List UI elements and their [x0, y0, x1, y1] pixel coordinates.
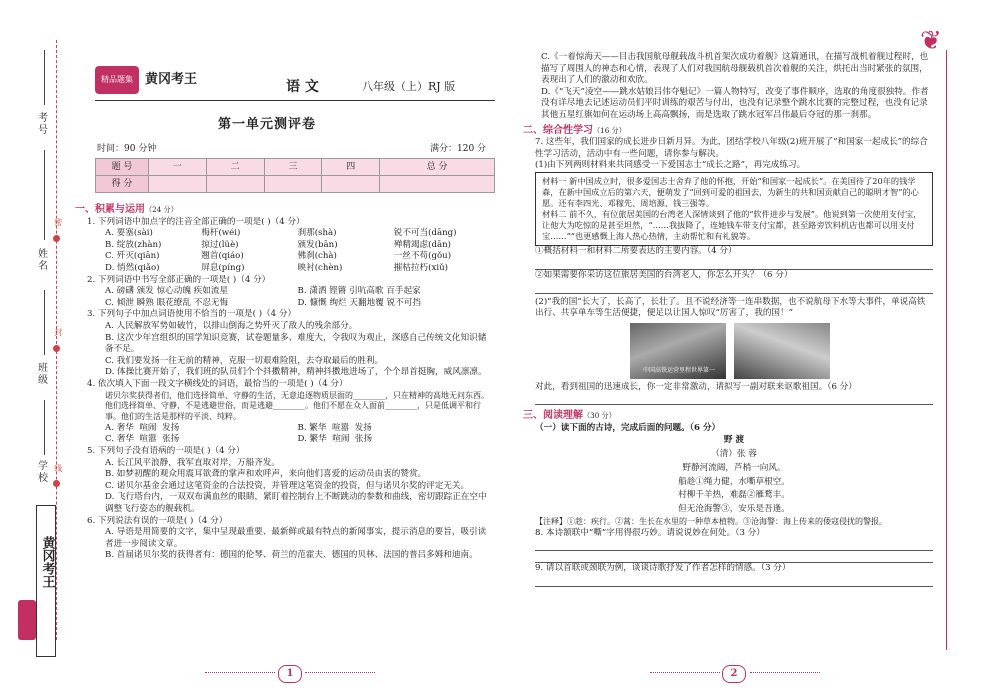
option-part: D. 繁华: [297, 434, 327, 445]
poem-title: 野 渡: [723, 435, 745, 446]
option-part: 摧枯拉朽(xiǔ): [393, 262, 448, 273]
option-part: D. 慷慨: [297, 297, 327, 308]
option-part: 铿锵: [329, 286, 347, 297]
option-part: A. 奢华: [105, 422, 134, 433]
brand-vertical: 黄冈考王: [39, 536, 55, 588]
score-table: [95, 158, 495, 193]
option-c[interactable]: C. 诺贝尔基金会通过这笔资金的合法投资，并管理这笔资金的投资，但与诺贝尔奖的评定无关。: [105, 480, 470, 491]
option-part: 百手起家: [386, 286, 421, 297]
option-part: B. 潇洒: [297, 286, 327, 297]
option-part: D. 悄然(qiǎo): [105, 262, 160, 273]
question-stem: 1. 下列词语中加点字的注音全部正确的一项是( )（4 分）: [87, 216, 305, 227]
poem-line: 但无沧海警③，安乐是吾逢。: [678, 504, 790, 515]
option-part: 颁发(bān): [297, 239, 338, 250]
option-part: 不忍无悔: [193, 297, 229, 308]
option-part: 翘首(qiáo): [201, 251, 244, 262]
answer-line[interactable]: [535, 393, 933, 405]
reading-intro: （一）读下面的古诗，完成后面的问题。（6 分）: [535, 422, 721, 433]
question-7: [523, 137, 933, 405]
section-score: （24 分）: [145, 205, 178, 214]
section-2-heading: [523, 124, 933, 138]
butterfly-icon: ❦: [920, 26, 942, 56]
question-6: [75, 516, 490, 562]
option-b[interactable]: B. 如梦初醒的观众用震耳欲聋的掌声和欢呼声，来向他们喜爱的运动员由衷的赞赏。: [105, 469, 427, 480]
full-score: 满分：120 分: [430, 144, 487, 154]
poem-author: （清）张 蓉: [711, 449, 757, 460]
option-part: 掠过(lüè): [201, 239, 239, 250]
option-b[interactable]: B. 首届诺贝尔奖的获得者有：德国的伦琴、荷兰的范霍夫、德国的贝林、法国的普吕多姆和迪南。: [105, 550, 478, 561]
school-label: 学校: [35, 460, 47, 484]
photos: [535, 323, 933, 379]
brand-logo-icon: [18, 600, 36, 640]
option-a[interactable]: [105, 423, 298, 435]
option-d[interactable]: [298, 298, 491, 310]
section-score: （30 分）: [583, 411, 616, 421]
brand-box: [36, 505, 56, 657]
option-part: 锐不可当(dāng): [393, 228, 457, 239]
photo-caption: 中国高铁运营里程世界第一: [643, 366, 716, 374]
option-part: 佛刹(chà): [297, 251, 337, 262]
score-cell: 三: [264, 159, 322, 176]
score-cell: 一: [149, 159, 207, 176]
poem-line: 船趁①绳力健，水嘶草根空。: [678, 476, 790, 487]
score-input-cell[interactable]: [264, 176, 322, 193]
left-column: [75, 203, 490, 562]
option-part: 眼花缭乱: [156, 297, 191, 308]
option-b[interactable]: [105, 240, 490, 252]
time-info: 时间：90 分钟: [97, 144, 157, 154]
option-part: A. 磅礴: [105, 286, 134, 297]
option-c[interactable]: C. 我们要发扬一往无前的精神，克服一切艰难险阻，去夺取最后的胜利。: [105, 355, 384, 366]
poem-line: 野静河流阔，芦梢一向风。: [682, 462, 786, 473]
option-part: 屏息(píng): [201, 262, 245, 273]
question-stem: 3. 下列句子中加点词语使用不恰当的一项是( )（4 分）: [87, 309, 297, 320]
score-cell: 题 号: [96, 159, 149, 176]
question-4: [75, 379, 490, 446]
answer-line[interactable]: [535, 575, 933, 587]
seal-dash-line: [56, 40, 57, 640]
option-b[interactable]: [298, 423, 491, 435]
option-b[interactable]: [298, 286, 491, 298]
question-stem: 4. 依次填入下面一段文字横线处的词语，最恰当的一项是( )（4 分）: [87, 378, 348, 389]
name-line: [44, 150, 45, 240]
option-part: B. 绽放(zhàn): [105, 239, 162, 250]
seal-xian: 线: [53, 464, 63, 472]
option-c[interactable]: [105, 251, 490, 263]
score-cell: 四: [322, 159, 380, 176]
answer-line[interactable]: [535, 282, 933, 294]
seal-dot: [53, 345, 60, 352]
score-input-cell[interactable]: [380, 176, 495, 193]
seal-dot: [53, 480, 60, 487]
question-8: 8. 本诗颔联中“嘶”字用得很巧妙。请说说妙在何处。（3 分）: [535, 527, 765, 538]
question-3: [75, 309, 490, 379]
seal-feng: 封: [53, 328, 63, 336]
name-label: 姓名: [35, 248, 47, 272]
brand-name: 黄冈考王: [145, 72, 198, 88]
poem-line: 村柳千羊热，难磊②雁鹜丰。: [678, 490, 790, 501]
option-part: 疾如流星: [193, 286, 229, 297]
score-input-cell[interactable]: [149, 176, 207, 193]
material-2: 材料二 前不久，有位旅居美国的台湾老人深情谈到了他的“软件进步与发展”。他说到第一次使用支付宝，让他大为吃惊的是甚至坦然，“……我拔降了，连她钱车带支付宝都，甚至路旁饮料机店也都可以用支付宝……”“也更感慨上海人热心热情，主动帮忙和有礼貌等。: [542, 209, 922, 242]
answer-line[interactable]: [535, 258, 933, 270]
option-part: 绚烂: [329, 297, 347, 308]
footer-decoration: [650, 672, 720, 673]
option-c[interactable]: [105, 434, 298, 446]
poem-block: [523, 423, 933, 587]
brand: [95, 66, 197, 94]
header-divider: [95, 100, 495, 101]
option-a[interactable]: [105, 228, 490, 240]
page-number: 2: [722, 665, 746, 683]
class-line: [44, 290, 45, 355]
option-part: 引吭高歌: [349, 286, 384, 297]
option-part: 刹那(shà): [297, 228, 337, 239]
footer-decoration: [750, 672, 820, 673]
section-1-heading: [75, 203, 490, 217]
sub-question: ①概括材料一和材料二所要表达的主要内容。（4 分）: [535, 246, 737, 257]
section-score: （16 分）: [593, 125, 626, 135]
school-line: [44, 400, 45, 455]
option-part: 映衬(chèn): [297, 262, 343, 273]
exam-no-label: 考号: [35, 112, 47, 136]
question-1: [75, 217, 490, 275]
binding-strip: [0, 0, 62, 688]
page-number: 1: [278, 665, 302, 683]
option-a[interactable]: A. 人民解放军势如破竹，以排山倒海之势歼灭了敌人的残余部分。: [105, 320, 358, 331]
option-d[interactable]: D. 飞行塔台内，一双双布满血丝的眼睛，紧盯着控制台上不断跳动的参数和曲线，密切跟踪正在空中调整飞行姿态的舰载机。: [105, 492, 487, 515]
option-part: 一丝不苟(gǒu): [393, 251, 452, 262]
option-part: 梅杆(wéi): [201, 228, 241, 239]
option-part: 殚精竭虑(dān): [393, 239, 451, 250]
option-part: 张扬: [162, 434, 180, 445]
right-border: [946, 50, 947, 650]
option-part: C. 倾泄: [105, 297, 134, 308]
option-part: 瞬熟: [136, 297, 154, 308]
option-part: 喧闹: [139, 422, 157, 433]
footer-decoration: [305, 672, 375, 673]
option-part: 发扬: [162, 422, 180, 433]
poem-note: 【注释】①趁：疾行。②蒿：生长在水里的一种草本植物。③沧海警：海上传来的倭寇侵扰的警报。: [535, 516, 887, 526]
option-part: C. 奢华: [105, 434, 134, 445]
option-part: 喧闹: [332, 434, 350, 445]
option-part: 张扬: [354, 434, 373, 445]
question-stem: 7. 这些年，我们国家的成长进步日新月异。为此，团结学校八年级(2)班开展了“和国家一起成长”的综合性学习活动，活动中有一些问题，请你参与解决。: [535, 137, 928, 159]
option-d[interactable]: [105, 263, 490, 275]
section-title: 三、阅读理解: [523, 410, 583, 422]
class-label: 班级: [35, 362, 47, 386]
material-1: 材料一 新中国成立时，很多爱国志士舍弃了他的怀抱，开始“和国家一起成长”。在美国待了20年的钱学森，在新中国成立后的第六天，便萌发了“回到可爱的祖国去，为新生的共和国贡献自己的聪明才智”的心愿。还有李四光、邓稼先、周培源、钱三强等。: [542, 175, 919, 209]
answer-line[interactable]: [535, 539, 933, 551]
score-input-cell[interactable]: [322, 176, 380, 193]
answer-line[interactable]: [535, 551, 933, 563]
sub-question: ②如果需要你采访这位旅居美国的台湾老人，你怎么开头？（6 分）: [535, 269, 793, 280]
option-part: 锐不可挡: [386, 297, 421, 308]
option-part: C. 歼灭(qiān): [105, 251, 160, 262]
option-part: A. 要塞(sài): [105, 228, 153, 239]
option-part: 颁发: [136, 286, 154, 297]
poem: [535, 434, 933, 517]
score-cell: 得 分: [96, 176, 149, 193]
option-part: 喧嚣: [139, 434, 157, 445]
section-3-heading: [523, 409, 933, 423]
option-part: 喧嚣: [331, 422, 350, 433]
score-input-cell[interactable]: [206, 176, 264, 193]
option-c[interactable]: [105, 298, 298, 310]
option-d[interactable]: [298, 434, 491, 446]
shared-bike-photo: [734, 323, 830, 379]
score-table-row: [96, 176, 495, 193]
question-stem: 2. 下列词语中书写全部正确的一项是( )（4 分）: [87, 274, 271, 285]
exam-no-line: [44, 50, 45, 105]
footer-decoration: [205, 672, 275, 673]
grade: 八年级（上）RJ 版: [362, 80, 456, 93]
material-box: [535, 172, 933, 246]
subject: 语 文: [286, 79, 319, 95]
sub-question: (1)由下列两则材料来共同感受一下爱国志士“成长之路”，再完成练习。: [535, 160, 806, 171]
right-column: [523, 52, 933, 587]
seal-dot: [53, 235, 60, 242]
option-d[interactable]: D.《“飞天”凌空——跳水姑娘吕伟夺魁记》一篇人物特写，改变了事件顺序，选取的角度很独特。作者没有详尽地去记述运动员们平时训练的艰苦与付出，也没有记录整个跳水比赛的完整过程，也没有记录其他五星红旗如何在运动场上高高飘扬，而是选取了跳水冠军吕伟最后夺冠的那一刹那。: [541, 86, 929, 120]
option-a[interactable]: [105, 286, 298, 298]
question-5: [75, 446, 490, 516]
option-part: 天翻地覆: [349, 297, 384, 308]
sub-question: (2)“我的国”长大了，长高了，长壮了。且不说经济等一连串数据，也不说航母下水等大事件，单说高铁出行、共享单车等生活便捷，便足以让国人惊叹“厉害了，我的国！”: [535, 296, 926, 319]
brand-badge: 精品题集: [95, 66, 139, 94]
option-a[interactable]: A. 长江风平浪静，我军直取对岸，万船齐发。: [105, 457, 280, 468]
sub-question: 对此，看到祖国的迅速成长，你一定非常激动，请拟写一副对联来讴歌祖国。（6 分）: [535, 381, 857, 392]
question-stem: 5. 下列句子没有语病的一项是( )（4 分）: [87, 446, 245, 457]
option-part: B. 繁华: [297, 422, 327, 433]
option-c[interactable]: C.《一着惊海天——目击我国航母舰载战斗机首架次成功着舰》这篇通讯，在描写战机着舰过程时，也描写了周围人的神态和心情，表现了人们对我国航母舰载机首次着舰的关注，烘托出当时紧张的氛围，表现出了人们的激动和欢欣。: [541, 52, 929, 86]
score-table-row: [96, 159, 495, 176]
question-2: [75, 275, 490, 310]
score-cell: 总 分: [380, 159, 495, 176]
seal-mi: 密: [53, 218, 63, 226]
exam-title: 第一单元测评卷: [218, 117, 317, 132]
question-stem: 6. 下列说法有误的一项是( )（4 分）: [87, 515, 228, 526]
passage: 诺贝尔奖获得者们，他们选择简单、守静的生活，无意追逐物质层面的________，只在精神的高地无问东西。他们选择简单、守静，不是逃避世俗，而是逃避________。他们不愿在众人面前________，只是低调平和行事。他们的生活是那样的平淡、纯粹。: [105, 390, 489, 422]
option-a[interactable]: A. 导语是用简要的文字，集中呈现最重要、最新鲜或最有特点的新闻事实，提示消息的要旨，吸引读者进一步阅读文章。: [105, 527, 487, 549]
option-part: 发扬: [354, 422, 372, 433]
option-b[interactable]: B. 这次少年宫组织的国学知识竞赛，试卷题量多、难度大，令我叹为观止，深感自己传统文化知识储备不足。: [105, 332, 487, 355]
section-title: 二、综合性学习: [523, 124, 593, 136]
question-9: 9. 请以首联或颈联为例，谈谈诗歌抒发了作者怎样的情感。（3 分）: [535, 563, 791, 574]
score-cell: 二: [206, 159, 264, 176]
option-d[interactable]: D. 体操比赛开始了，我们班的队员们个个抖擞精神，精神抖擞地进场了，个个昂首挺胸，威风凛凛。: [105, 367, 487, 378]
section-title: 一、积累与运用: [75, 204, 145, 215]
option-part: 惊心动魄: [156, 286, 191, 297]
